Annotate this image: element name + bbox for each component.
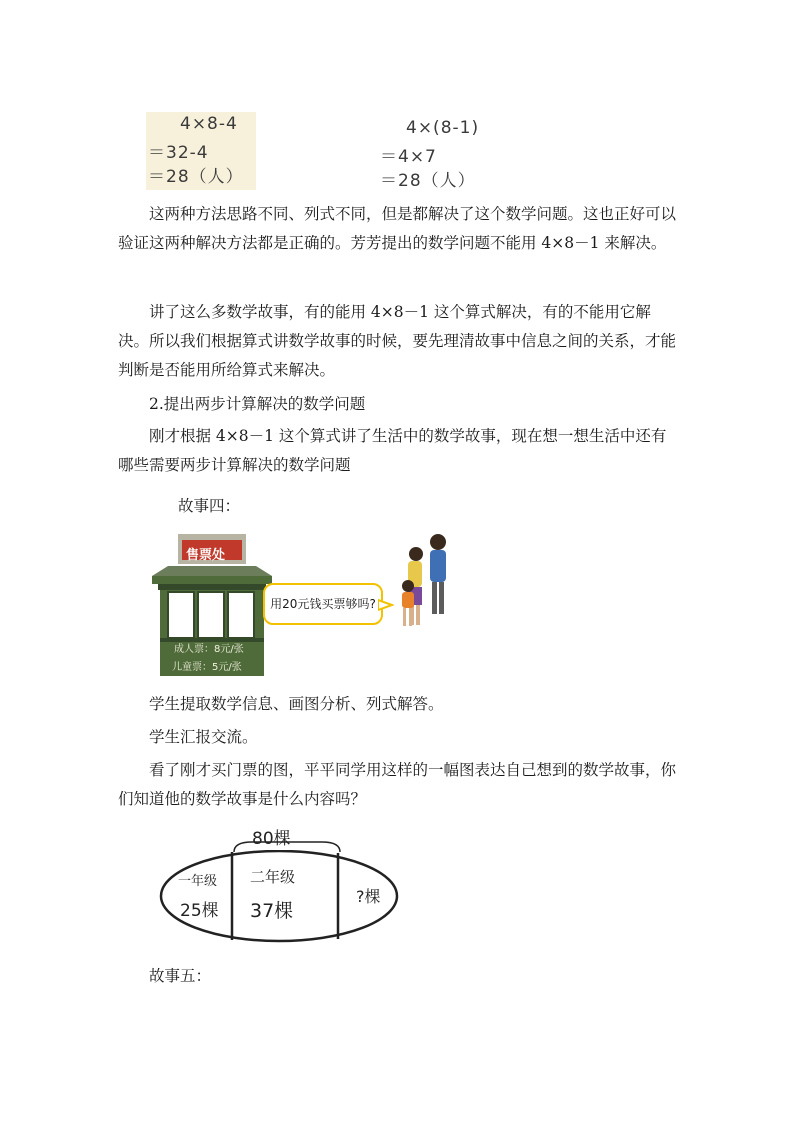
paragraph-methods-correct: 这两种方法思路不同、列式不同，但是都解决了这个数学问题。这也正好可以验证这两种解决方法都是正确的。芳芳提出的数学问题不能用 4×8－1 来解决。 <box>118 205 677 252</box>
ticket-booth-sign: 售票处 <box>186 548 226 563</box>
paragraph-extract-info: 学生提取数学信息、画图分析、列式解答。 <box>149 695 444 713</box>
grade2-label: 二年级 <box>250 868 296 886</box>
calc-right-line2: ＝4×7 <box>380 147 437 167</box>
paragraph-pingping-diagram: 看了刚才买门票的图，平平同学用这样的一幅图表达自己想到的数学故事，你们知道他的数学故事是什么内容吗？ <box>118 761 677 808</box>
family-illustration <box>394 532 460 636</box>
grade1-label: 一年级 <box>178 874 218 889</box>
paragraph-story-summary: 讲了这么多数学故事，有的能用 4×8－1 这个算式解决，有的不能用它解决。所以我们根据算式讲数学故事的时候，要先理清故事中信息之间的关系，才能判断是否能用所给算式来解决。 <box>118 303 677 379</box>
calc-photo-right <box>378 112 490 190</box>
calc-left-line3: ＝28（人） <box>148 167 244 187</box>
grade2-value: 37棵 <box>250 900 294 922</box>
story-four-label: 故事四： <box>178 497 241 515</box>
paragraph-report: 学生汇报交流。 <box>149 728 258 746</box>
calc-right-line1: 4×(8-1) <box>406 118 480 138</box>
oval-total-label: 80棵 <box>252 829 291 849</box>
unknown-value: ?棵 <box>356 887 381 906</box>
calc-photo-left <box>146 112 256 190</box>
paragraph-two-step-intro: 刚才根据 4×8－1 这个算式讲了生活中的数学故事，现在想一想生活中还有哪些需要两步计算解决的数学问题 <box>118 427 667 474</box>
calc-right-line3: ＝28（人） <box>380 171 476 191</box>
child-ticket-price: 儿童票：5元/张 <box>172 662 242 673</box>
speech-bubble-tail <box>378 598 394 612</box>
adult-ticket-price: 成人票：8元/张 <box>174 644 244 655</box>
story-five-label: 故事五： <box>149 967 212 985</box>
speech-bubble <box>263 583 383 625</box>
grade1-value: 25棵 <box>180 901 219 921</box>
speech-bubble-text: 用20元钱买票够吗? <box>270 597 376 611</box>
section-heading-two-step: 2.提出两步计算解决的数学问题 <box>149 395 366 413</box>
calc-left-line1: 4×8-4 <box>180 114 238 134</box>
calc-left-line2: ＝32-4 <box>148 143 209 163</box>
